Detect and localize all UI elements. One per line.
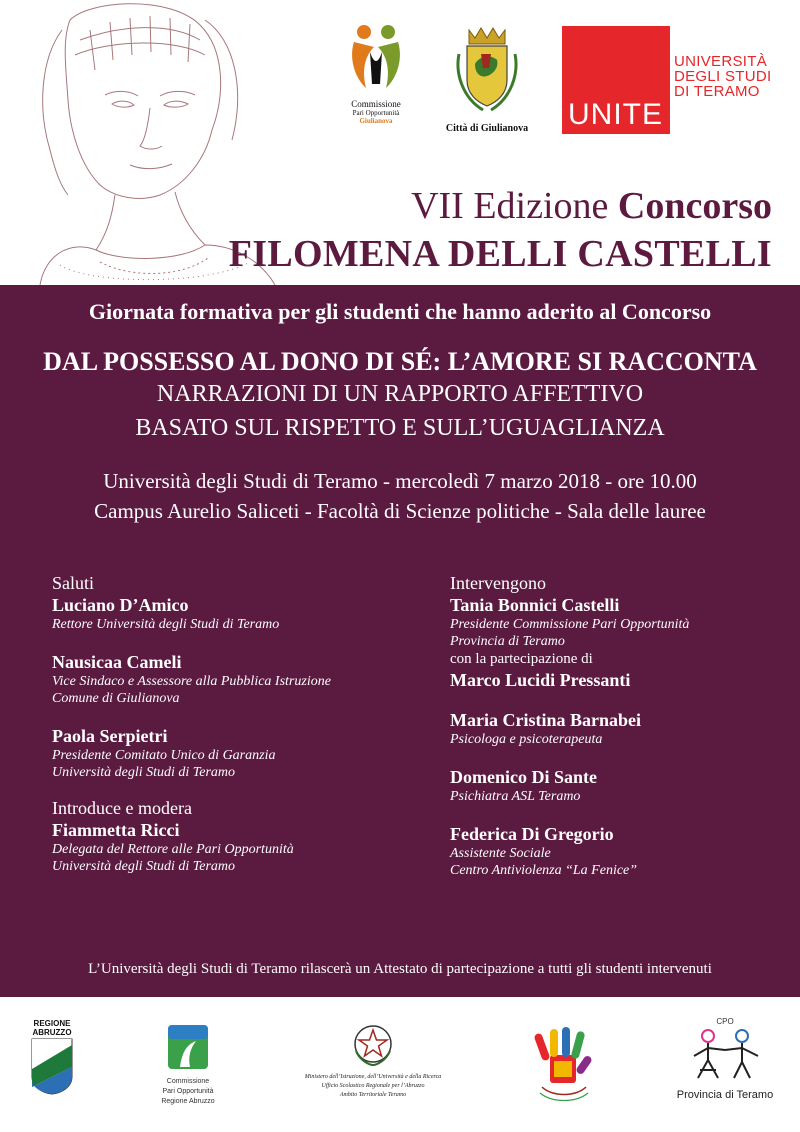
speakers-left-column (52, 572, 412, 875)
cpo-giulianova-logo (336, 22, 416, 134)
citta-giulianova-logo (432, 24, 542, 136)
event-title-line2: NARRAZIONI DI UN RAPPORTO AFFETTIVO (156, 381, 644, 407)
unite-mark (562, 26, 670, 134)
event-title-line1: DAL POSSESSO AL DONO DI SÉ: L’AMORE SI RACCONTA (43, 347, 757, 376)
edition-label: VII Edizione (411, 185, 609, 227)
speaker-name: Marco Lucidi Pressanti (450, 670, 631, 690)
cpo-regione-mark-icon (166, 1023, 210, 1071)
giornata-subtitle: Giornata formativa per gli studenti che hanno aderito al Concorso (88, 299, 712, 324)
abruzzo-line1: REGIONE (33, 1019, 71, 1028)
cpo-figures-icon (344, 22, 408, 92)
cpo-line3: Giulianova (359, 117, 393, 125)
provincia-label: Provincia di Teramo (676, 1089, 774, 1101)
cpo-regione-abruzzo-logo (150, 1023, 226, 1106)
coat-of-arms-icon (447, 24, 527, 116)
unite-name-line3: DI TERAMO (674, 83, 760, 100)
speaker-role: Rettore Università degli Studi di Teramo (52, 617, 280, 632)
cpo-regione-line2: Pari Opportunità (162, 1088, 214, 1095)
speaker-role: Centro Antiviolenza “La Fenice” (450, 863, 638, 878)
speaker-name: Domenico Di Sante (450, 767, 597, 787)
unite-name-line2: DEGLI STUDI (674, 68, 772, 85)
provincia-top-label: CPO (716, 1017, 734, 1026)
two-figures-icon (680, 1026, 770, 1082)
italian-emblem-icon (350, 1021, 396, 1067)
saluti-label: Saluti (52, 573, 95, 593)
contest-name: FILOMENA DELLI CASTELLI (228, 233, 772, 275)
event-date-line: Università degli Studi di Teramo - mercoledì 7 marzo 2018 - ore 10.00 (103, 469, 697, 493)
unite-mark-text: UNITE (568, 98, 663, 131)
speaker-role: Università degli Studi di Teramo (52, 765, 236, 780)
speaker-name: Nausicaa Cameli (52, 652, 182, 672)
partecipazione-label: con la partecipazione di (450, 651, 593, 667)
cpo-regione-line3: Regione Abruzzo (161, 1098, 215, 1105)
program-panel (0, 285, 800, 997)
edition-title (411, 184, 772, 228)
cpo-regione-line1: Commissione (166, 1078, 210, 1085)
cpo-line1: Commissione (351, 99, 401, 109)
speaker-name: Fiammetta Ricci (52, 820, 180, 840)
miur-line1: Ministero dell’Istruzione, dell’Università e della Ricerca (304, 1074, 442, 1080)
speaker-role: Provincia di Teramo (450, 634, 565, 649)
concorso-label: Concorso (617, 185, 772, 227)
event-title-line3: BASATO SUL RISPETTO E SULL’UGUAGLIANZA (135, 415, 665, 441)
speaker-role: Comune di Giulianova (52, 691, 180, 706)
speaker-role: Psicologa e psicoterapeuta (450, 732, 603, 747)
unite-name-line1: UNIVERSITÀ (674, 53, 768, 70)
miur-line2: Ufficio Scolastico Regionale per l’Abruzzo (321, 1083, 425, 1089)
speaker-role: Psichiatra ASL Teramo (450, 789, 581, 804)
attestato-note: L’Università degli Studi di Teramo rilascerà un Attestato di partecipazione a tutti gli studenti intervenuti (88, 961, 712, 977)
speaker-name: Paola Serpietri (52, 726, 168, 746)
speaker-role: Presidente Commissione Pari Opportunità (450, 617, 690, 632)
regione-abruzzo-logo (24, 1019, 80, 1100)
unite-name (674, 54, 771, 99)
poster-header (0, 0, 800, 285)
speaker-role: Assistente Sociale (450, 846, 551, 861)
event-venue-line: Campus Aurelio Saliceti - Facoltà di Scienze politiche - Sala delle lauree (94, 499, 706, 523)
unite-logo (562, 26, 772, 134)
citta-label: Città di Giulianova (445, 123, 529, 134)
cpo-line2: Pari Opportunità (352, 109, 400, 117)
miur-line3: Ambito Territoriale Teramo (339, 1092, 407, 1098)
speaker-role: Vice Sindaco e Assessore alla Pubblica Istruzione (52, 674, 331, 689)
speaker-role: Delegata del Rettore alle Pari Opportunità (52, 842, 294, 857)
speaker-name: Tania Bonnici Castelli (450, 595, 620, 615)
cpo-provincia-teramo-logo (672, 1017, 778, 1101)
intervengono-label: Intervengono (450, 573, 546, 593)
introduce-label: Introduce e modera (52, 798, 192, 818)
hands-logo (524, 1025, 604, 1110)
speaker-name: Luciano D’Amico (52, 595, 189, 615)
speaker-name: Maria Cristina Barnabei (450, 710, 641, 730)
colored-hands-icon (528, 1025, 600, 1105)
miur-logo (288, 1021, 458, 1099)
abruzzo-shield-icon (30, 1037, 74, 1095)
speaker-role: Presidente Comitato Unico di Garanzia (52, 748, 276, 763)
sponsor-logos (0, 997, 800, 1132)
abruzzo-line2: ABRUZZO (32, 1028, 72, 1037)
speaker-role: Università degli Studi di Teramo (52, 859, 236, 874)
speaker-name: Federica Di Gregorio (450, 824, 614, 844)
speakers-right-column (450, 572, 790, 879)
